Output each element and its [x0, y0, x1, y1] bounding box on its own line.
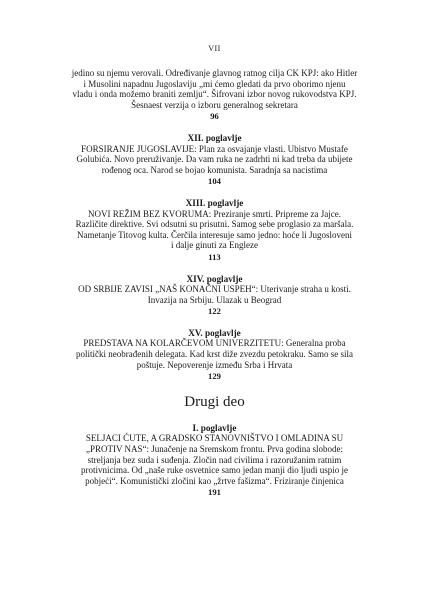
- text-line: SELJACI ĆUTE, A GRADSKO STANOVNIŠTVO I OMLADINA SU: [85, 433, 344, 444]
- entry-text: [64, 433, 365, 486]
- text-line: i Musolini napadnu Jugoslaviju „mi ćemo gledati da prvo oborimo njenu: [83, 78, 346, 89]
- text-line: streljanja bez suda i suđenja. Zločin nad civilima i razoružanim ratnim: [87, 454, 342, 465]
- text-line: PREDSTAVA NA KOLARČEVOM UNIVERZITETU: Generalna proba: [83, 338, 346, 349]
- text-line: Golubića. Novo preruživanje. Da vam ruka ne zadrhti ni kad treba da ubijete: [76, 154, 353, 165]
- text-line: jedino su njemu verovali. Određivanje glavnog ratnog cilja CK KPJ: ako Hitler: [71, 68, 358, 78]
- chapter-title: XV. poglavlje: [188, 327, 241, 338]
- part-title: Drugi deo: [184, 393, 245, 410]
- entry-page-number: 122: [208, 306, 221, 317]
- text-line: pobjeći“. Komunistički zločini kao „žrtve fašizma“. Friziranje činjenica: [85, 475, 344, 486]
- text-line: Šesnaest verzija o izboru generalnog sekretara: [131, 99, 298, 110]
- entry-text: [64, 209, 365, 251]
- table-of-contents: [64, 68, 365, 509]
- text-line: poštuje. Nepoverenje između Srba i Hrvata: [136, 359, 293, 370]
- text-line: Invazija na Srbiju. Ulazak u Beograd: [147, 294, 282, 305]
- toc-entry-part2-chapter-1: [64, 423, 365, 498]
- entry-page-number: 129: [208, 371, 221, 382]
- toc-entry-chapter-14: [64, 274, 365, 317]
- entry-text: [64, 338, 365, 370]
- text-line: i dalje ginuti za Engleze: [171, 240, 258, 251]
- entry-page-number: 113: [208, 251, 221, 262]
- toc-entry-continuation: [64, 68, 365, 122]
- entry-page-number: 191: [208, 487, 221, 498]
- entry-page-number: 104: [208, 176, 221, 187]
- chapter-title: I. poglavlje: [192, 422, 237, 433]
- text-line: Nametanje Titovog kulta. Čerčila interesuje samo jedno: hoće li Jugosloveni: [77, 229, 352, 240]
- page-number: VII: [208, 44, 221, 53]
- toc-entry-chapter-13: [64, 198, 365, 263]
- entry-text: [64, 144, 365, 176]
- toc-entry-chapter-15: [64, 328, 365, 382]
- text-line: politički neobrađenih delegata. Kad krst diže zvezdu petokraku. Samo se sila: [76, 349, 353, 360]
- text-line: NOVI REŽIM BEZ KVORUMA: Preziranje smrti. Pripreme za Jajce.: [88, 208, 341, 219]
- chapter-title: XIII. poglavlje: [185, 197, 244, 208]
- text-line: vladu i onda možemo braniti zemlju“. Šifrovani izbor novog rukovodstva KPJ.: [72, 89, 357, 100]
- entry-page-number: 96: [210, 111, 219, 122]
- chapter-title: XIV. poglavlje: [186, 273, 243, 284]
- chapter-title: XII. poglavlje: [187, 132, 242, 143]
- text-line: rođenog oca. Narod se bojao komunista. Saradnja sa nacistima: [101, 164, 328, 175]
- toc-entry-chapter-12: [64, 133, 365, 187]
- text-line: OD SRBIJE ZAVISI „NAŠ KONAČNI USPEH“: Uterivanje straha u kosti.: [78, 284, 351, 295]
- text-line: „PROTIV NAS“: Junačenje na Sremskom frontu. Prva godina slobode:: [85, 444, 344, 455]
- text-line: protivnicima. Od „naše ruke osvetnice samo jedan manji dio ljudi uspio je: [81, 465, 348, 476]
- text-line: Različite direktive. Svi odsutni su prisutni. Samog sebe proglasio za maršala.: [75, 219, 354, 230]
- entry-text: [64, 284, 365, 305]
- text-line: FORSIRANJE JUGOSLAVIJE: Plan za osvajanje vlasti. Ubistvo Mustafe: [81, 143, 348, 154]
- entry-text: [64, 68, 365, 110]
